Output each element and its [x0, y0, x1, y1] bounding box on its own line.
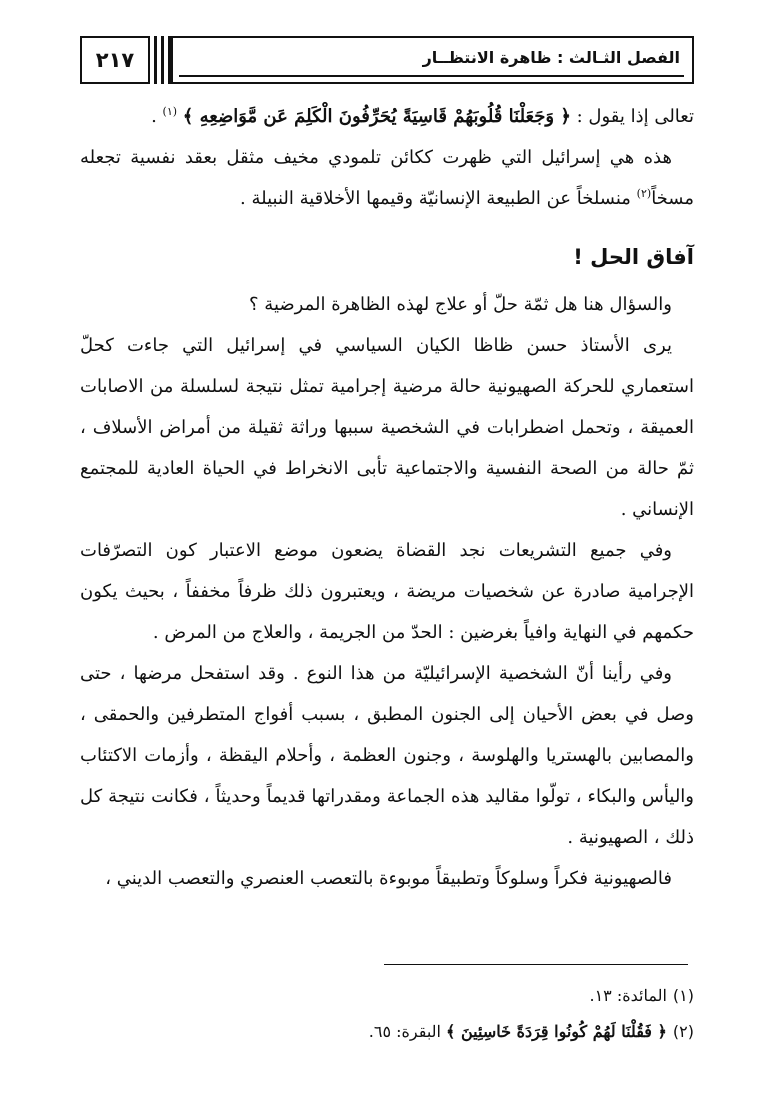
page-header [80, 36, 694, 86]
paragraph: وفي جميع التشريعات نجد القضاة يضعون موضع الاعتبار كون التصرّفات الإجرامية صادرة عن شخصيات مريضة ، ويعتبرون ذلك ظرفاً مخففاً ، بحيث يكون حكمهم في النهاية وافياً بغرضين : الحدّ من الجريمة ، والعلاج من المرض . [80, 540, 694, 643]
paragraph [80, 137, 694, 219]
quran-bracket-open: ﴿ [560, 106, 571, 127]
chapter-title-box [171, 36, 694, 84]
text-run: تعالى إذا يقول : [570, 106, 694, 127]
paragraph-quran-verse [80, 96, 694, 137]
footnote-ref-1: (١) [162, 105, 178, 118]
footnote-text: المائدة: ١٣. [589, 986, 667, 1005]
body-text [80, 96, 694, 899]
quran-bracket-close: ﴾ [182, 106, 194, 127]
footnote-2 [80, 1014, 694, 1050]
paragraph: وفي رأينا أنّ الشخصية الإسرائيليّة من هذا النوع . وقد استفحل مرضها ، حتى وصل في بعض الأحيان إلى الجنون المطبق ، بسبب أفواج المتطرفين والحمقى ، والمصابين بالهستريا والهلوسة ، وجنون العظمة ، وأحلام اليقظة ، وأزمات الاكتئاب واليأس والبكاء ، تولّوا مقاليد هذه الجماعة ومقدراتها قديماً وحديثاً ، فكانت نتيجة كل ذلك ، الصهيونية . [80, 663, 694, 848]
footnote-marker: (١) [672, 986, 694, 1005]
text-run: منسلخاً عن الطبيعة الإنسانيّة وقيمها الأخلاقية النبيلة . [240, 188, 637, 209]
footnote-text: البقرة: ٦٥. [368, 1022, 447, 1041]
footnotes [80, 978, 694, 1050]
text-run: . [151, 106, 163, 127]
quran-verse: فَقُلْنَا لَهُمْ كُونُوا قِرَدَةً خَاسِئِينَ [455, 1022, 658, 1041]
section-heading: آفاق الحل ! [573, 245, 694, 269]
paragraph: فالصهيونية فكراً وسلوكاً وتطبيقاً موبوءة بالتعصب العنصري والتعصب الديني ، [105, 868, 672, 889]
footnote-separator [384, 964, 688, 965]
page-number: ٢١٧ [80, 36, 150, 84]
footnote-marker: (٢) [672, 1022, 694, 1041]
header-divider-bars [154, 36, 171, 84]
paragraph: والسؤال هنا هل ثمّة حلّ أو علاج لهذه الظاهرة المرضية ؟ [249, 294, 672, 315]
quran-bracket-close: ﴾ [446, 1022, 456, 1041]
footnote-ref-2: (٢) [636, 187, 652, 200]
quran-bracket-open: ﴿ [657, 1022, 667, 1041]
chapter-title: الفصل الثـالث : ظاهرة الانتظــار [422, 48, 680, 67]
quran-verse: وَجَعَلْنَا قُلُوبَهُمْ قَاسِيَةً يُحَرِّفُونَ الْكَلِمَ عَن مَّوَاضِعِهِ [193, 106, 561, 127]
paragraph: يرى الأستاذ حسن ظاظا الكيان السياسي في إسرائيل التي جاءت كحلّ استعماري للحركة الصهيونية حالة مرضية إجرامية تمثل نتيجة لسلسلة من الاصابات العميقة ، وتحمل اضطرابات في الشخصية سببها وراثة ثقيلة من أمراض الأسلاف ، ثمّ حالة من الصحة النفسية والاجتماعية تأبى الانخراط في الحياة العادية للمجتمع الإنساني . [80, 335, 694, 520]
text-run: هذه هي إسرائيل التي ظهرت ككائن تلمودي مخيف مثقل بعقد نفسية تجعله مسخاً [80, 147, 694, 209]
footnote-1 [80, 978, 694, 1014]
